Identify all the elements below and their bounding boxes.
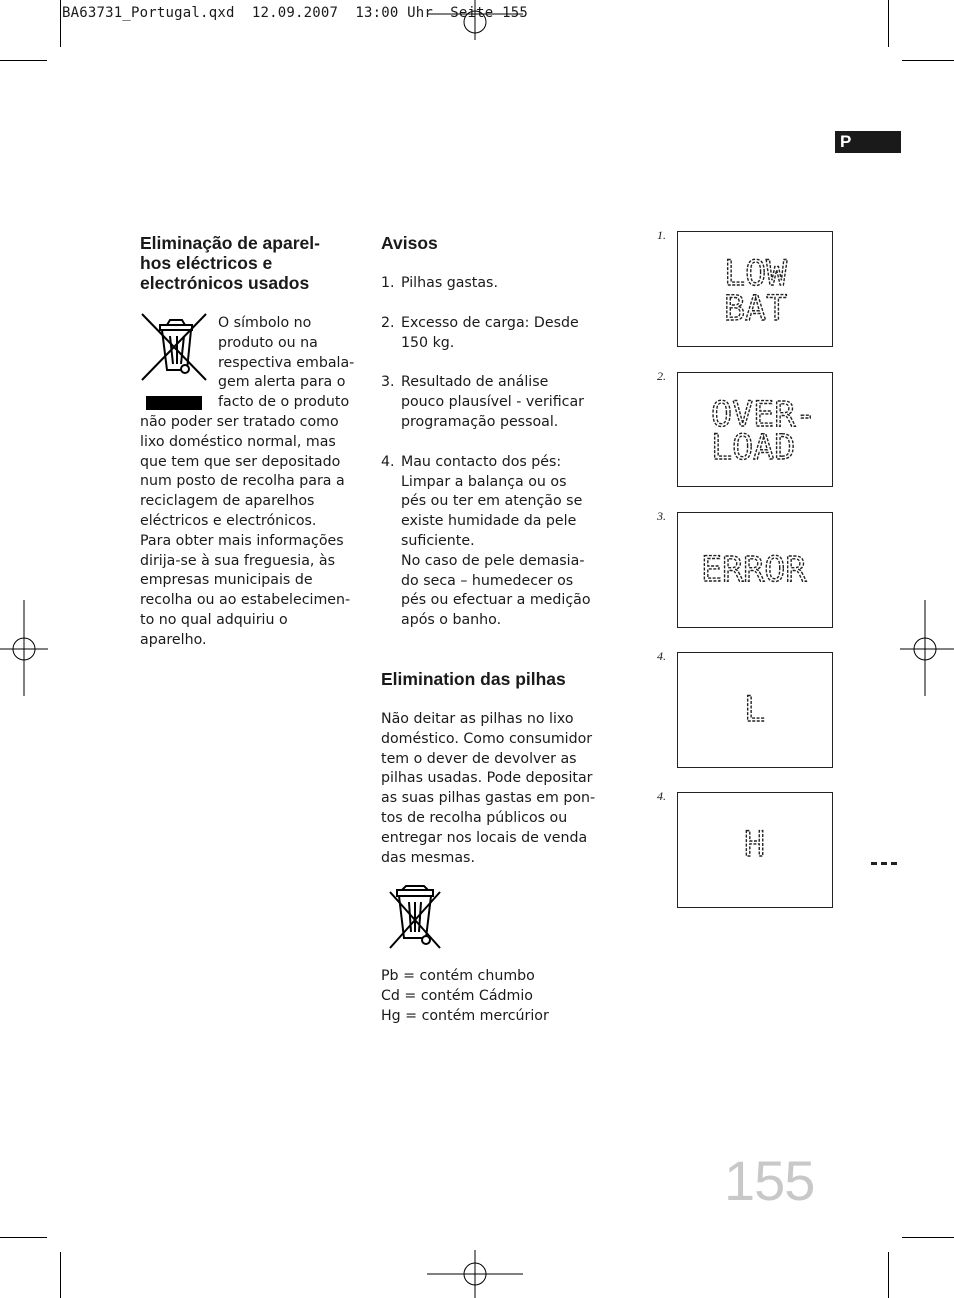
page-number: 155 xyxy=(724,1149,815,1212)
crop-mark xyxy=(902,60,954,61)
figure-label: 3. xyxy=(657,509,666,523)
crossed-bin-icon xyxy=(388,884,442,950)
text-line: lixo doméstico normal, mas xyxy=(140,433,336,450)
list-number: 1. xyxy=(381,275,395,291)
registration-mark xyxy=(0,600,48,696)
dashed-marker xyxy=(871,862,897,865)
crop-mark xyxy=(888,1252,889,1298)
text-line: não poder ser tratado como xyxy=(140,414,339,430)
text-line: Pilhas gastas. xyxy=(401,275,498,291)
crop-mark xyxy=(60,0,61,47)
text-line: Pb = contém chumbo xyxy=(381,968,535,984)
lcd-text: OVER- xyxy=(711,395,817,435)
text-line: Limpar a balança ou os xyxy=(401,473,567,490)
text-line: Não deitar as pilhas no lixo xyxy=(381,711,574,727)
text-line: pouco plausível - verificar xyxy=(401,394,585,411)
list-number: 2. xyxy=(381,314,395,331)
column-disposal xyxy=(140,233,355,293)
text-line: 150 kg. xyxy=(401,334,455,351)
text-line: programação pessoal. xyxy=(401,413,559,430)
crop-mark xyxy=(60,1252,61,1298)
list-item xyxy=(381,453,606,631)
registration-mark xyxy=(427,1250,523,1298)
text-line: Cd = contém Cádmio xyxy=(381,987,533,1004)
crop-mark xyxy=(0,60,47,61)
text-line: Excesso de carga: Desde xyxy=(401,314,579,331)
lcd-text: ERROR xyxy=(701,550,807,590)
lcd-text: LOAD xyxy=(711,428,796,468)
text-line: suficiente. xyxy=(401,532,475,549)
column-warnings xyxy=(381,233,606,631)
figure-label: 2. xyxy=(657,369,666,383)
text-line: to no qual adquiriu o xyxy=(140,611,288,628)
list-item xyxy=(381,373,606,432)
text-line: dirija-se à sua freguesia, às xyxy=(140,552,336,569)
figure-label: 1. xyxy=(657,228,666,242)
text-line: Mau contacto dos pés: xyxy=(401,453,562,470)
text-line: aparelho. xyxy=(140,631,207,648)
text-line: após o banho. xyxy=(401,612,502,629)
text-line: eléctricos e electrónicos. xyxy=(140,512,317,529)
text-line: respectiva embala- xyxy=(218,354,355,371)
lcd-text: L xyxy=(744,690,766,730)
text-line: Para obter mais informações xyxy=(140,532,344,549)
text-line: O símbolo no xyxy=(218,315,312,331)
text-line: Hg = contém mercúrior xyxy=(381,1007,549,1024)
text-line: que tem que ser depositado xyxy=(140,453,341,470)
text-line: num posto de recolha para a xyxy=(140,473,345,490)
text-line: tem o dever de devolver as xyxy=(381,750,577,767)
disposal-body xyxy=(140,413,360,651)
crop-mark xyxy=(888,0,889,47)
text-line: No caso de pele demasia- xyxy=(401,552,585,569)
file-slug: BA63731_Portugal.qxd 12.09.2007 13:00 Uhr Seite 155 xyxy=(62,5,528,21)
text-line: as suas pilhas gastas em pon- xyxy=(381,790,596,807)
list-number: 3. xyxy=(381,374,395,391)
lcd-display xyxy=(677,652,833,768)
text-line: tos de recolha públicos ou xyxy=(381,809,568,826)
section-heading: Elimination das pilhas xyxy=(381,669,566,689)
lcd-display xyxy=(677,792,833,908)
battery-legend xyxy=(381,967,606,1026)
disposal-intro xyxy=(218,314,358,413)
text-line: reciclagem de aparelhos xyxy=(140,493,315,510)
text-line: empresas municipais de xyxy=(140,572,313,589)
text-line: entregar nos locais de venda xyxy=(381,829,588,846)
section-heading: Avisos xyxy=(381,233,438,253)
text-line: existe humidade da pele xyxy=(401,513,577,530)
text-line: pilhas usadas. Pode depositar xyxy=(381,770,593,787)
text-line: do seca – humedecer os xyxy=(401,572,574,589)
lcd-text: LOW xyxy=(724,254,788,294)
language-tab: P xyxy=(835,131,901,153)
section-heading: Eliminação de aparel- hos eléctricos e electrónicos usados xyxy=(140,233,320,293)
text-line: produto ou na xyxy=(218,334,318,351)
list-item xyxy=(381,274,606,294)
text-line: pés ou ter em atenção se xyxy=(401,493,583,510)
crop-mark xyxy=(902,1237,954,1238)
lcd-text: BAT xyxy=(724,289,788,329)
lcd-text: H xyxy=(744,825,766,865)
crop-mark xyxy=(0,1237,47,1238)
figure-label: 4. xyxy=(657,789,666,803)
text-line: doméstico. Como consumidor xyxy=(381,730,593,747)
crossed-bin-icon xyxy=(140,312,208,412)
column-batteries xyxy=(381,669,606,868)
figure-label: 4. xyxy=(657,649,666,663)
registration-mark xyxy=(900,600,954,696)
list-item xyxy=(381,314,606,354)
lcd-display xyxy=(677,231,833,347)
text-line: das mesmas. xyxy=(381,849,475,866)
text-line: pés ou efectuar a medição xyxy=(401,592,591,609)
text-line: Resultado de análise xyxy=(401,374,549,391)
text-line: recolha ou ao estabelecimen- xyxy=(140,592,351,609)
list-number: 4. xyxy=(381,453,395,470)
lcd-display xyxy=(677,372,833,487)
text-line: gem alerta para o xyxy=(218,374,346,391)
text-line: facto de o produto xyxy=(218,394,350,411)
lcd-display xyxy=(677,512,833,628)
